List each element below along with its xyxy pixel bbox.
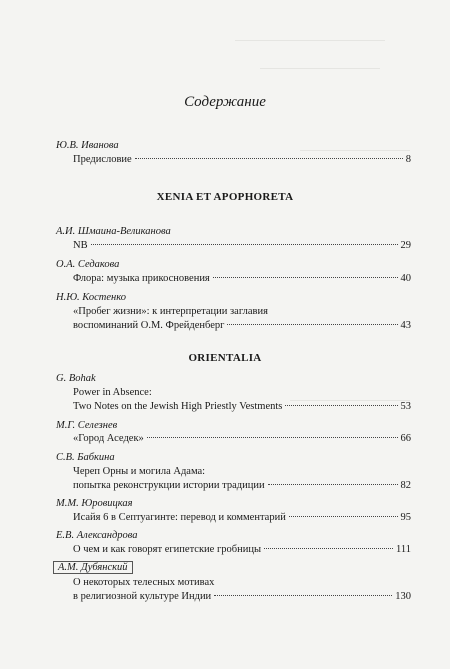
section-heading: XENIA ET APOPHORETA [156,191,294,203]
entry-title: Флора: музыка прикосновения [73,273,210,284]
entry-title: Исайя 6 в Септуагинте: перевод и комментарий [73,512,286,523]
toc-entry[interactable] [73,272,411,286]
entry-author: С.В. Бабкина [56,452,115,463]
entry-author: А.И. Шмаина-Великанова [56,226,171,237]
entry-page: 111 [396,544,411,555]
leader-dots [214,595,392,596]
entry-author: М.М. Юровицкая [56,498,133,509]
entry-page: 95 [400,512,411,523]
entry-author: G. Bohak [56,373,96,384]
entry-page: 53 [400,401,411,412]
toc-entry[interactable] [73,511,411,525]
leader-dots [285,405,397,406]
entry-title: «Пробег жизни»: к интерпретации заглавия [73,306,268,317]
leader-dots [268,484,398,485]
entry-title: Череп Орны и могила Адама: [73,466,206,477]
toc-entry[interactable] [73,465,411,493]
entry-page: 8 [405,154,411,165]
toc-entry[interactable] [73,305,411,333]
entry-author: Е.В. Александрова [56,530,138,541]
entry-title: NB [73,240,88,251]
leader-dots [135,158,403,159]
entry-title: О некоторых телесных мотивах [73,577,215,588]
entry-page: 66 [400,433,411,444]
entry-title: О чем и как говорят египетские гробницы [73,544,262,555]
entry-page: 29 [400,240,411,251]
entry-page: 82 [400,480,411,491]
leader-dots [289,516,398,517]
toc-entry[interactable] [73,543,411,557]
entry-title: в религиозной культуре Индии [73,591,212,602]
toc-entry[interactable] [73,239,411,253]
entry-author: О.А. Седакова [56,259,120,270]
entry-author: М.Г. Селезнев [56,420,118,431]
entry-title: Power in Absence: [73,387,152,398]
entry-title: попытка реконструкции истории традиции [73,480,265,491]
entry-author: Н.Ю. Костенко [56,292,126,303]
bleed-through-line [260,68,380,69]
page-title: Содержание [184,94,266,110]
toc-entry[interactable] [73,153,411,167]
section-heading: ORIENTALIA [188,352,262,364]
bleed-through-line [300,150,410,151]
bleed-through-line [235,40,385,41]
leader-dots [227,324,397,325]
entry-author: Ю.В. Иванова [56,140,119,151]
toc-entry[interactable] [73,432,411,446]
entry-page: 40 [400,273,411,284]
leader-dots [91,244,398,245]
toc-entry[interactable] [73,576,411,604]
entry-author: А.М. Дубянский [53,561,133,574]
entry-title: Предисловие [73,154,132,165]
toc-entry[interactable] [73,386,411,414]
entry-page: 43 [400,320,411,331]
entry-title: воспоминаний О.М. Фрейденберг [73,320,225,331]
entry-title: Two Notes on the Jewish High Priestly Vestments [73,401,283,412]
entry-page: 130 [395,591,411,602]
leader-dots [147,437,398,438]
leader-dots [264,548,393,549]
leader-dots [213,277,398,278]
entry-title: «Город Аседек» [73,433,144,444]
